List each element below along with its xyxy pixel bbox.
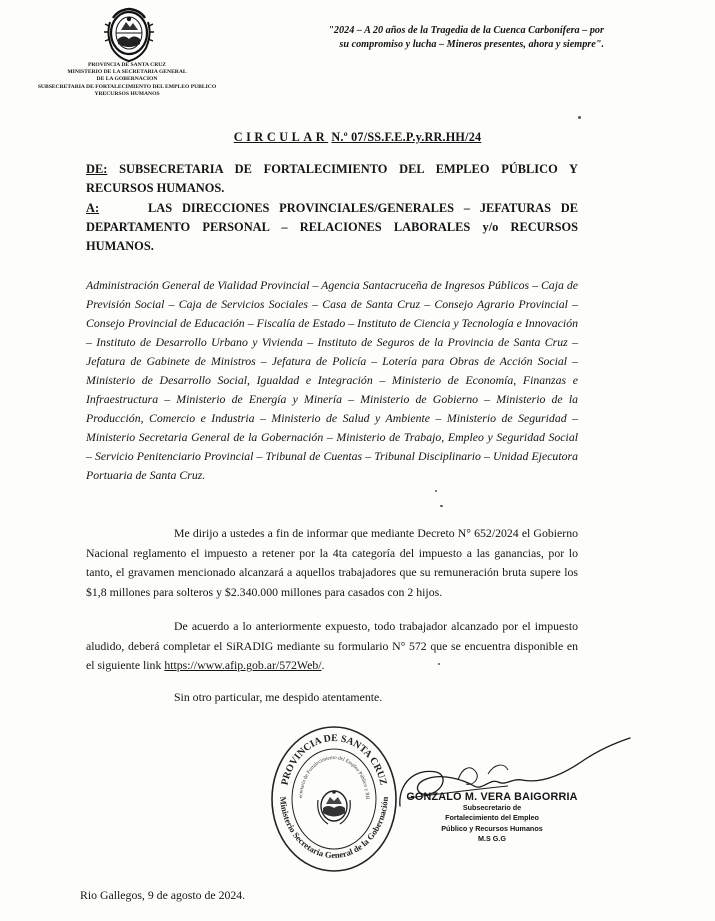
signer-name: GONZALO M. VERA BAIGORRIA: [406, 791, 578, 803]
to-label: A:: [86, 201, 100, 215]
year-motto: [292, 24, 604, 52]
circular-number: N.º 07/SS.F.E.P.y.RR.HH/24: [331, 130, 482, 144]
signer-title-4: M.S G.G: [478, 834, 506, 844]
paragraph-siradig-text: De acuerdo a lo anteriormente expuesto, todo trabajador alcanzado por el impuesto aludido, deberá completar el SiRADIG mediante su formulario N° 572 que se encuentra disponible en el siguiente link: [86, 619, 578, 672]
scan-speck: [578, 116, 581, 119]
paragraph-siradig: [86, 617, 578, 676]
recipient-organisms-list: Administración General de Vialidad Provincial – Agencia Santacruceña de Ingresos Públicos – Caja de Previsión Social – Caja de Servicios Sociales – Casa de Santa Cruz – Consejo Agrario Provincial – Consejo Provincial de Educación – Fiscalía de Estado – Instituto de Ciencia y Tecnología e Innovación – Instituto de Desarrollo Urbano y Vivienda – Instituto de Seguros de la Provincia de Santa Cruz – Jefatura de Gabinete de Ministros – Jefatura de Policía – Lotería para Obras de Acción Social – Ministerio de Desarrollo Social, Igualdad e Integración – Ministerio de Economía, Finanzas e Infraestructura – Ministerio de Energía y Minería – Ministerio de Gobierno – Ministerio de la Producción, Comercio e Industria – Ministerio de Salud y Ambiente – Ministerio de Seguridad – Ministerio Secretaria General de la Gobernación – Ministerio de Trabajo, Empleo y Seguridad Social – Servicio Penitenciario Provincial – Tribunal de Cuentas – Tribunal Disciplinario – Unidad Ejecutora Portuaria de Santa Cruz.: [86, 278, 578, 482]
circular-word: CIRCULAR: [233, 130, 329, 144]
org-line-subsecretaria: SUBSECRETARIA DE FORTALECIMIENTO DEL EMPLEO PUBLICO: [37, 83, 217, 90]
from-label: DE:: [86, 162, 108, 176]
scan-speck: [435, 490, 437, 492]
afip-link[interactable]: https://www.afip.gob.ar/572Web/: [164, 658, 322, 672]
signer-title-2: Fortalecimiento del Empleo: [445, 813, 539, 823]
to-line-1: [86, 199, 578, 218]
seal-inner-text: ecretaría de Fortalecimiento del Empleo Público y RR: [297, 754, 371, 800]
paragraph-decree: Me dirijo a ustedes a fin de informar que mediante Decreto N° 652/2024 el Gobierno Nacional reglamento el impuesto a retener por la 4ta categoría del impuesto a las ganancias, por lo tanto, el gravamen mencionado alcanzará a aquellos trabajadores que su remuneración bruta supere los $1,8 millones para solteros y $2.340.000 millones para casados con 2 hijos.: [86, 526, 578, 599]
org-line-province: PROVINCIA DE SANTA CRUZ: [87, 62, 167, 68]
seal-outer-top-text: PROVINCIA DE SANTA CRUZ: [279, 732, 389, 787]
org-line-gobernacion: DE LA GOBERNACION: [96, 76, 158, 83]
closing-phrase: Sin otro particular, me despido atentamente.: [174, 690, 383, 704]
document-date: Rio Gallegos, 9 de agosto de 2024.: [80, 888, 246, 902]
motto-line-2: su compromiso y lucha – Mineros presentes, ahora y siempre".: [339, 39, 604, 50]
signer-title-1: Subsecretario de: [462, 803, 522, 812]
scan-speck: [440, 505, 443, 507]
from-block: [86, 160, 578, 198]
signer-block: [404, 791, 580, 845]
scan-speck: [438, 663, 440, 665]
header-organization: [14, 62, 240, 98]
paragraph-siradig-tail: .: [321, 658, 325, 672]
to-line-1-text: LAS DIRECCIONES PROVINCIALES/GENERALES – JEFATURAS DE: [148, 201, 578, 215]
signer-title-3: Público y Recursos Humanos: [441, 823, 543, 833]
to-line-2: DEPARTAMENTO PERSONAL – RELACIONES LABORALES y/o RECURSOS: [86, 220, 578, 234]
provincial-crest-icon: [104, 6, 154, 64]
motto-line-1: "2024 – A 20 años de la Tragedia de la Cuenca Carbonífera – por: [328, 25, 604, 36]
from-text: SUBSECRETARIA DE FORTALECIMIENTO DEL EMPLEO PÚBLICO Y RECURSOS HUMANOS.: [86, 162, 578, 195]
circular-title: [0, 130, 715, 145]
org-line-ministry: MINISTERIO DE LA SECRETARIA GENERAL: [67, 69, 187, 76]
to-line-3: HUMANOS.: [86, 239, 154, 253]
org-line-rrhh: YRECURSOS HUMANOS: [94, 90, 160, 97]
seal-outer-bottom-text: Ministerio Secretaria General de la Gobernación: [277, 796, 390, 861]
to-block: [86, 199, 578, 256]
